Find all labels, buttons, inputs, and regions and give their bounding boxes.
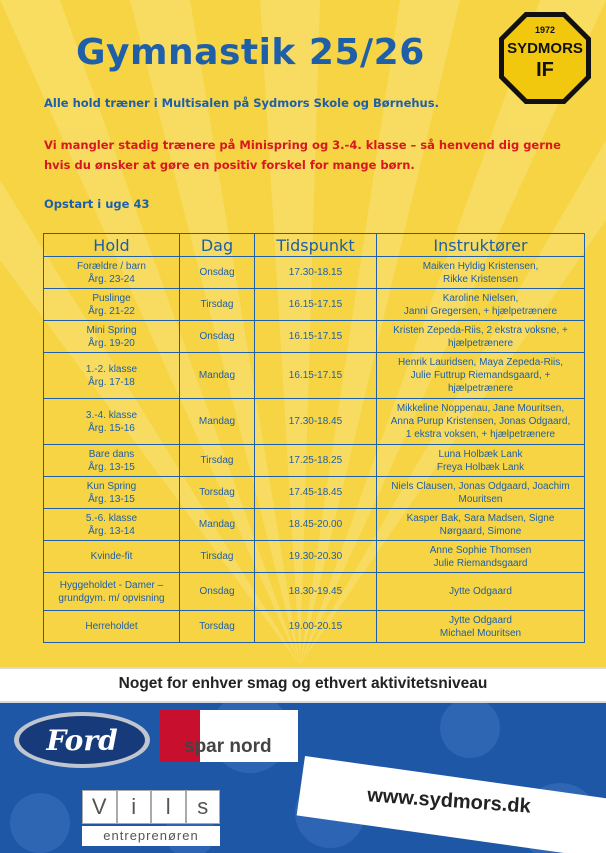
cell-instruktorer-line: 1 ekstra voksen, + hjælpetrænere [405,429,556,440]
table-row [44,477,585,509]
table-header-row [44,234,585,257]
cell-hold-line: Årg. 15-16 [88,422,135,434]
table-row [44,541,585,573]
ford-logo [12,710,152,770]
cell-instruktorer [377,289,585,321]
vils-entreprenoren-logo [82,790,220,848]
cell-hold [44,289,180,321]
cell-hold-line: Forældre / barn [77,260,146,272]
cell-dag: Tirsdag [180,289,255,321]
cell-instruktorer-line: Kristen Zepeda-Riis, 2 ekstra voksne, + [393,324,568,336]
cell-hold-line: 3.-4. klasse [85,409,138,421]
cell-instruktorer [377,399,585,445]
cell-instruktorer [377,573,585,611]
cell-instruktorer [377,611,585,643]
cell-dag: Torsdag [180,477,255,509]
cell-tidspunkt: 17.25-18.25 [255,445,377,477]
cell-instruktorer-line: Anna Purup Kristensen, Jonas Odgaard, [390,416,571,427]
cell-hold-line: Årg. 23-24 [88,273,135,285]
vils-letters [82,790,220,824]
cell-hold-line: grundgym. m/ opvisning [58,592,165,604]
cell-instruktorer [377,353,585,399]
logo-year: 1972 [534,25,556,35]
cell-instruktorer-line: Karoline Nielsen, [442,292,519,304]
cell-hold-line: 5.-6. klasse [85,512,138,524]
cell-instruktorer-line: Nørgaard, Simone [439,525,522,537]
logo-line2: IF [536,59,554,81]
cell-hold-line: Hyggeholdet - Damer – [59,579,164,591]
cell-instruktorer-line: Julie Riemandsgaard [433,557,528,569]
cell-instruktorer-line: Anne Sophie Thomsen [429,544,532,556]
vils-letter: V [82,790,117,824]
vils-letter: s [186,790,221,824]
cell-tidspunkt: 16.15-17.15 [255,321,377,353]
logo-line1: SYDMORS [507,40,583,57]
header-instruktorer: Instruktører [377,234,585,257]
cell-instruktorer [377,445,585,477]
spar-nord-wordmark: spar nord [184,736,272,757]
table-row [44,573,585,611]
table-row [44,445,585,477]
cell-instruktorer-line: Jytte Odgaard [449,586,512,597]
table-row [44,289,585,321]
cell-instruktorer-line: Michael Mouritsen [439,627,522,639]
cell-tidspunkt: 16.15-17.15 [255,289,377,321]
cell-dag: Torsdag [180,611,255,643]
spar-nord-logo [160,710,298,762]
trainer-notice: Vi mangler stadig trænere på Minispring og 3.-4. klasse – så henvend dig gerne hvis du ønsker at gøre en positiv forskel for mange børn. [44,138,561,172]
table-row [44,353,585,399]
cell-tidspunkt: 17.30-18.15 [255,257,377,289]
cell-hold-line: Årg. 13-15 [88,461,135,473]
cell-instruktorer-line: Janni Gregersen, + hjælpetrænere [403,305,558,317]
slogan-text: Noget for enhver smag og ethvert aktivitetsniveau [118,675,488,692]
cell-instruktorer-line: Mikkeline Noppenau, Jane Mouritsen, [396,403,565,414]
cell-hold-line: Årg. 19-20 [88,337,135,349]
cell-hold-line: Kun Spring [86,480,137,492]
cell-instruktorer-line: Maiken Hyldig Kristensen, [422,260,539,272]
ford-wordmark: Ford [46,724,118,757]
table-row [44,509,585,541]
cell-dag: Mandag [180,509,255,541]
cell-tidspunkt: 19.30-20.30 [255,541,377,573]
cell-dag: Onsdag [180,257,255,289]
header-hold: Hold [44,234,180,257]
cell-tidspunkt: 17.30-18.45 [255,399,377,445]
cell-hold [44,541,180,573]
cell-hold-line: Årg. 21-22 [88,305,135,317]
cell-dag: Onsdag [180,573,255,611]
cell-instruktorer-line: Kasper Bak, Sara Madsen, Signe [406,512,555,524]
cell-hold [44,509,180,541]
cell-dag: Mandag [180,353,255,399]
cell-instruktorer-line: Freya Holbæk Lank [436,461,525,473]
cell-hold [44,573,180,611]
start-week: Opstart i uge 43 [44,197,150,211]
cell-instruktorer-line: Rikke Kristensen [442,273,519,285]
table-row [44,257,585,289]
table-row [44,321,585,353]
cell-instruktorer-line: Luna Holbæk Lank [438,448,523,460]
intro-text: Alle hold træner i Multisalen på Sydmors Skole og Børnehus. [44,96,439,110]
cell-tidspunkt: 18.30-19.45 [255,573,377,611]
cell-instruktorer-line: Henrik Lauridsen, Maya Zepeda-Riis, [397,357,564,368]
cell-instruktorer-line: hjælpetrænere [447,383,514,394]
cell-hold [44,477,180,509]
cell-instruktorer-line: Mouritsen [458,493,503,505]
cell-dag: Mandag [180,399,255,445]
cell-hold-line: Puslinge [92,292,131,304]
cell-tidspunkt: 16.15-17.15 [255,353,377,399]
table-row [44,611,585,643]
cell-instruktorer [377,509,585,541]
table-row [44,399,585,445]
cell-instruktorer-line: Niels Clausen, Jonas Odgaard, Joachim [391,480,570,492]
schedule-table [43,233,585,643]
cell-dag: Tirsdag [180,541,255,573]
cell-hold [44,399,180,445]
cell-hold [44,353,180,399]
header-tidspunkt: Tidspunkt [255,234,377,257]
cell-hold [44,257,180,289]
cell-hold-line: Kvinde-fit [90,551,133,562]
cell-instruktorer-line: Julie Futtrup Riemandsgaard, + [410,370,551,381]
cell-hold-line: Bare dans [88,448,135,460]
cell-hold-line: Årg. 13-15 [88,493,135,505]
cell-instruktorer [377,541,585,573]
vils-letter: i [117,790,152,824]
cell-hold-line: Årg. 13-14 [88,525,135,537]
cell-hold [44,611,180,643]
page-title: Gymnastik 25/26 [76,32,425,73]
cell-tidspunkt: 19.00-20.15 [255,611,377,643]
cell-hold-line: Årg. 17-18 [88,376,135,388]
cell-tidspunkt: 18.45-20.00 [255,509,377,541]
vils-subtitle: entreprenøren [82,826,220,846]
website-link[interactable]: www.sydmors.dk [366,784,532,818]
cell-dag: Tirsdag [180,445,255,477]
cell-dag: Onsdag [180,321,255,353]
cell-hold [44,445,180,477]
cell-hold-line: Herreholdet [85,621,138,632]
cell-tidspunkt: 17.45-18.45 [255,477,377,509]
cell-instruktorer-line: Jytte Odgaard [449,614,512,626]
sydmors-if-logo [497,10,593,106]
cell-hold [44,321,180,353]
cell-hold-line: Mini Spring [86,324,137,336]
cell-instruktorer [377,477,585,509]
header-dag: Dag [180,234,255,257]
cell-instruktorer [377,257,585,289]
vils-letter: l [151,790,186,824]
cell-instruktorer [377,321,585,353]
cell-hold-line: 1.-2. klasse [85,363,138,375]
cell-instruktorer-line: hjælpetrænere [447,337,514,349]
